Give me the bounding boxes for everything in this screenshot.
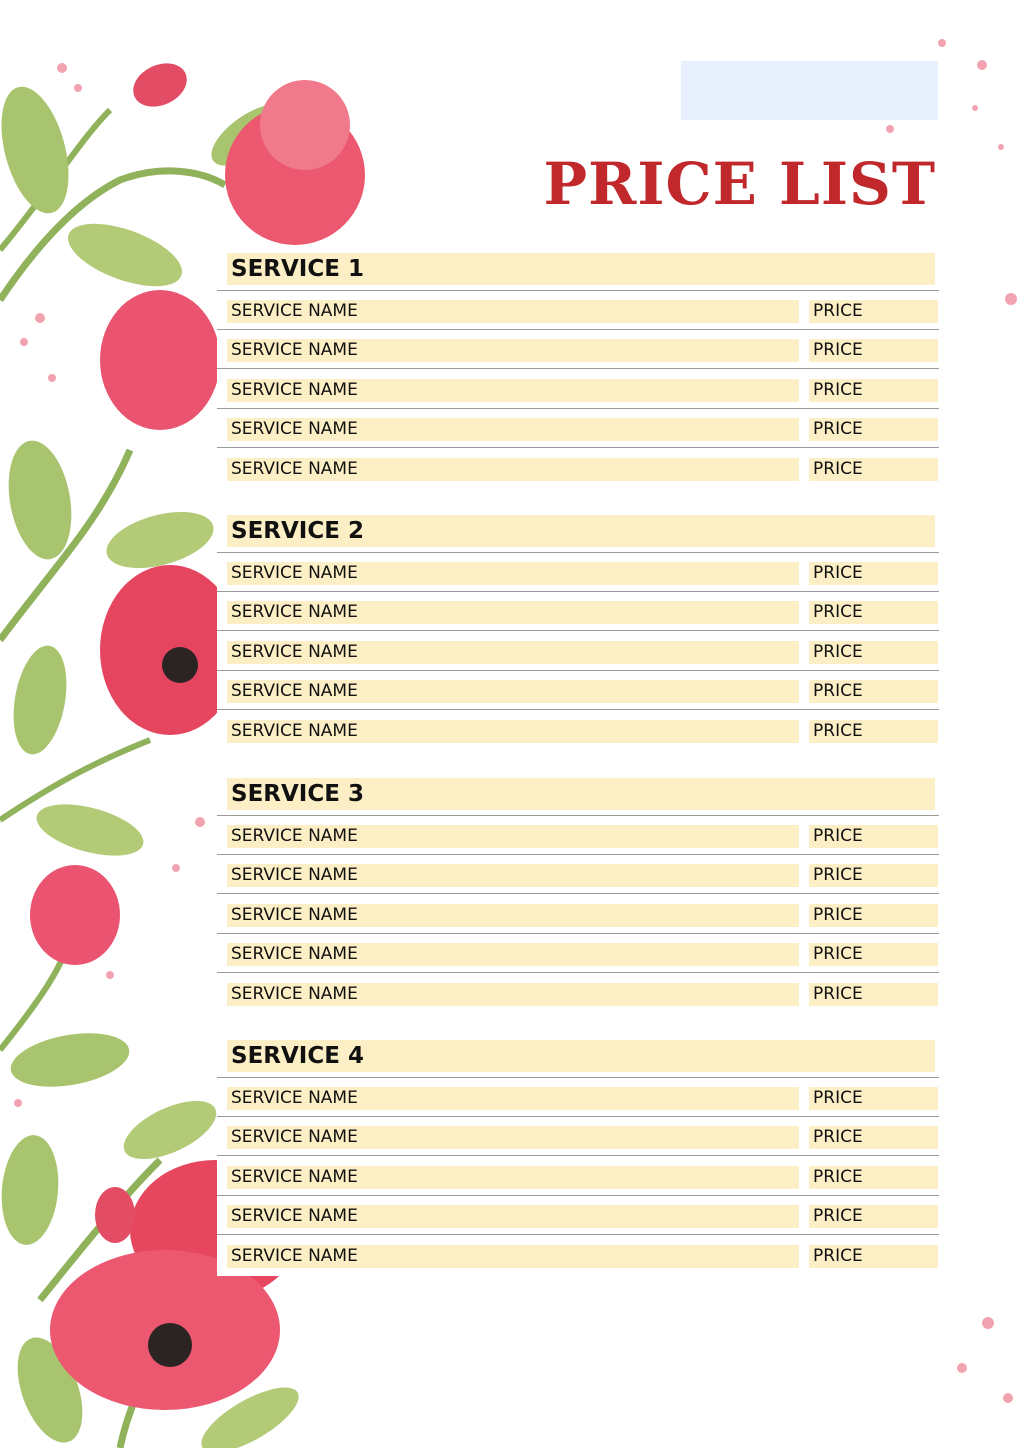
service-name: SERVICE NAME [227,458,799,481]
service-price: PRICE [809,601,938,624]
price-row [217,592,939,632]
price-row [217,1157,939,1197]
section-heading: SERVICE 1 [227,253,935,285]
price-row [217,1117,939,1157]
section-heading: SERVICE 4 [227,1040,935,1072]
service-price: PRICE [809,300,938,323]
service-name: SERVICE NAME [227,1166,799,1189]
service-price: PRICE [809,1245,938,1268]
service-price: PRICE [809,720,938,743]
price-row [217,816,939,856]
service-price: PRICE [809,1126,938,1149]
price-row [217,855,939,895]
divider [217,447,939,448]
divider [217,1234,939,1235]
service-name: SERVICE NAME [227,983,799,1006]
service-price: PRICE [809,562,938,585]
service-price: PRICE [809,983,938,1006]
price-row [217,1236,939,1276]
service-price: PRICE [809,1166,938,1189]
price-row [217,330,939,370]
divider [217,972,939,973]
logo-placeholder [681,61,938,120]
service-name: SERVICE NAME [227,825,799,848]
service-price: PRICE [809,680,938,703]
service-name: SERVICE NAME [227,601,799,624]
service-name: SERVICE NAME [227,1087,799,1110]
price-row [217,553,939,593]
service-price: PRICE [809,864,938,887]
service-name: SERVICE NAME [227,680,799,703]
price-row [217,370,939,410]
service-price: PRICE [809,1205,938,1228]
service-name: SERVICE NAME [227,300,799,323]
price-row [217,449,939,489]
service-name: SERVICE NAME [227,641,799,664]
divider [217,1155,939,1156]
service-price: PRICE [809,1087,938,1110]
service-name: SERVICE NAME [227,418,799,441]
service-price: PRICE [809,943,938,966]
service-price: PRICE [809,458,938,481]
service-name: SERVICE NAME [227,1245,799,1268]
service-name: SERVICE NAME [227,339,799,362]
price-row [217,409,939,449]
divider [217,709,939,710]
service-name: SERVICE NAME [227,562,799,585]
price-row [217,632,939,672]
divider [217,630,939,631]
section-heading: SERVICE 3 [227,778,935,810]
price-row [217,1196,939,1236]
divider [217,893,939,894]
service-price: PRICE [809,418,938,441]
price-row [217,711,939,751]
price-row [217,671,939,711]
price-row [217,1078,939,1118]
price-row [217,291,939,331]
section-heading: SERVICE 2 [227,515,935,547]
price-row [217,934,939,974]
service-name: SERVICE NAME [227,1205,799,1228]
service-price: PRICE [809,904,938,927]
page-title: PRICE LIST [543,150,936,218]
price-row [217,974,939,1014]
service-name: SERVICE NAME [227,943,799,966]
service-price: PRICE [809,641,938,664]
service-name: SERVICE NAME [227,379,799,402]
service-name: SERVICE NAME [227,1126,799,1149]
service-name: SERVICE NAME [227,720,799,743]
service-name: SERVICE NAME [227,904,799,927]
price-row [217,895,939,935]
service-price: PRICE [809,825,938,848]
service-price: PRICE [809,339,938,362]
service-name: SERVICE NAME [227,864,799,887]
divider [217,368,939,369]
service-price: PRICE [809,379,938,402]
